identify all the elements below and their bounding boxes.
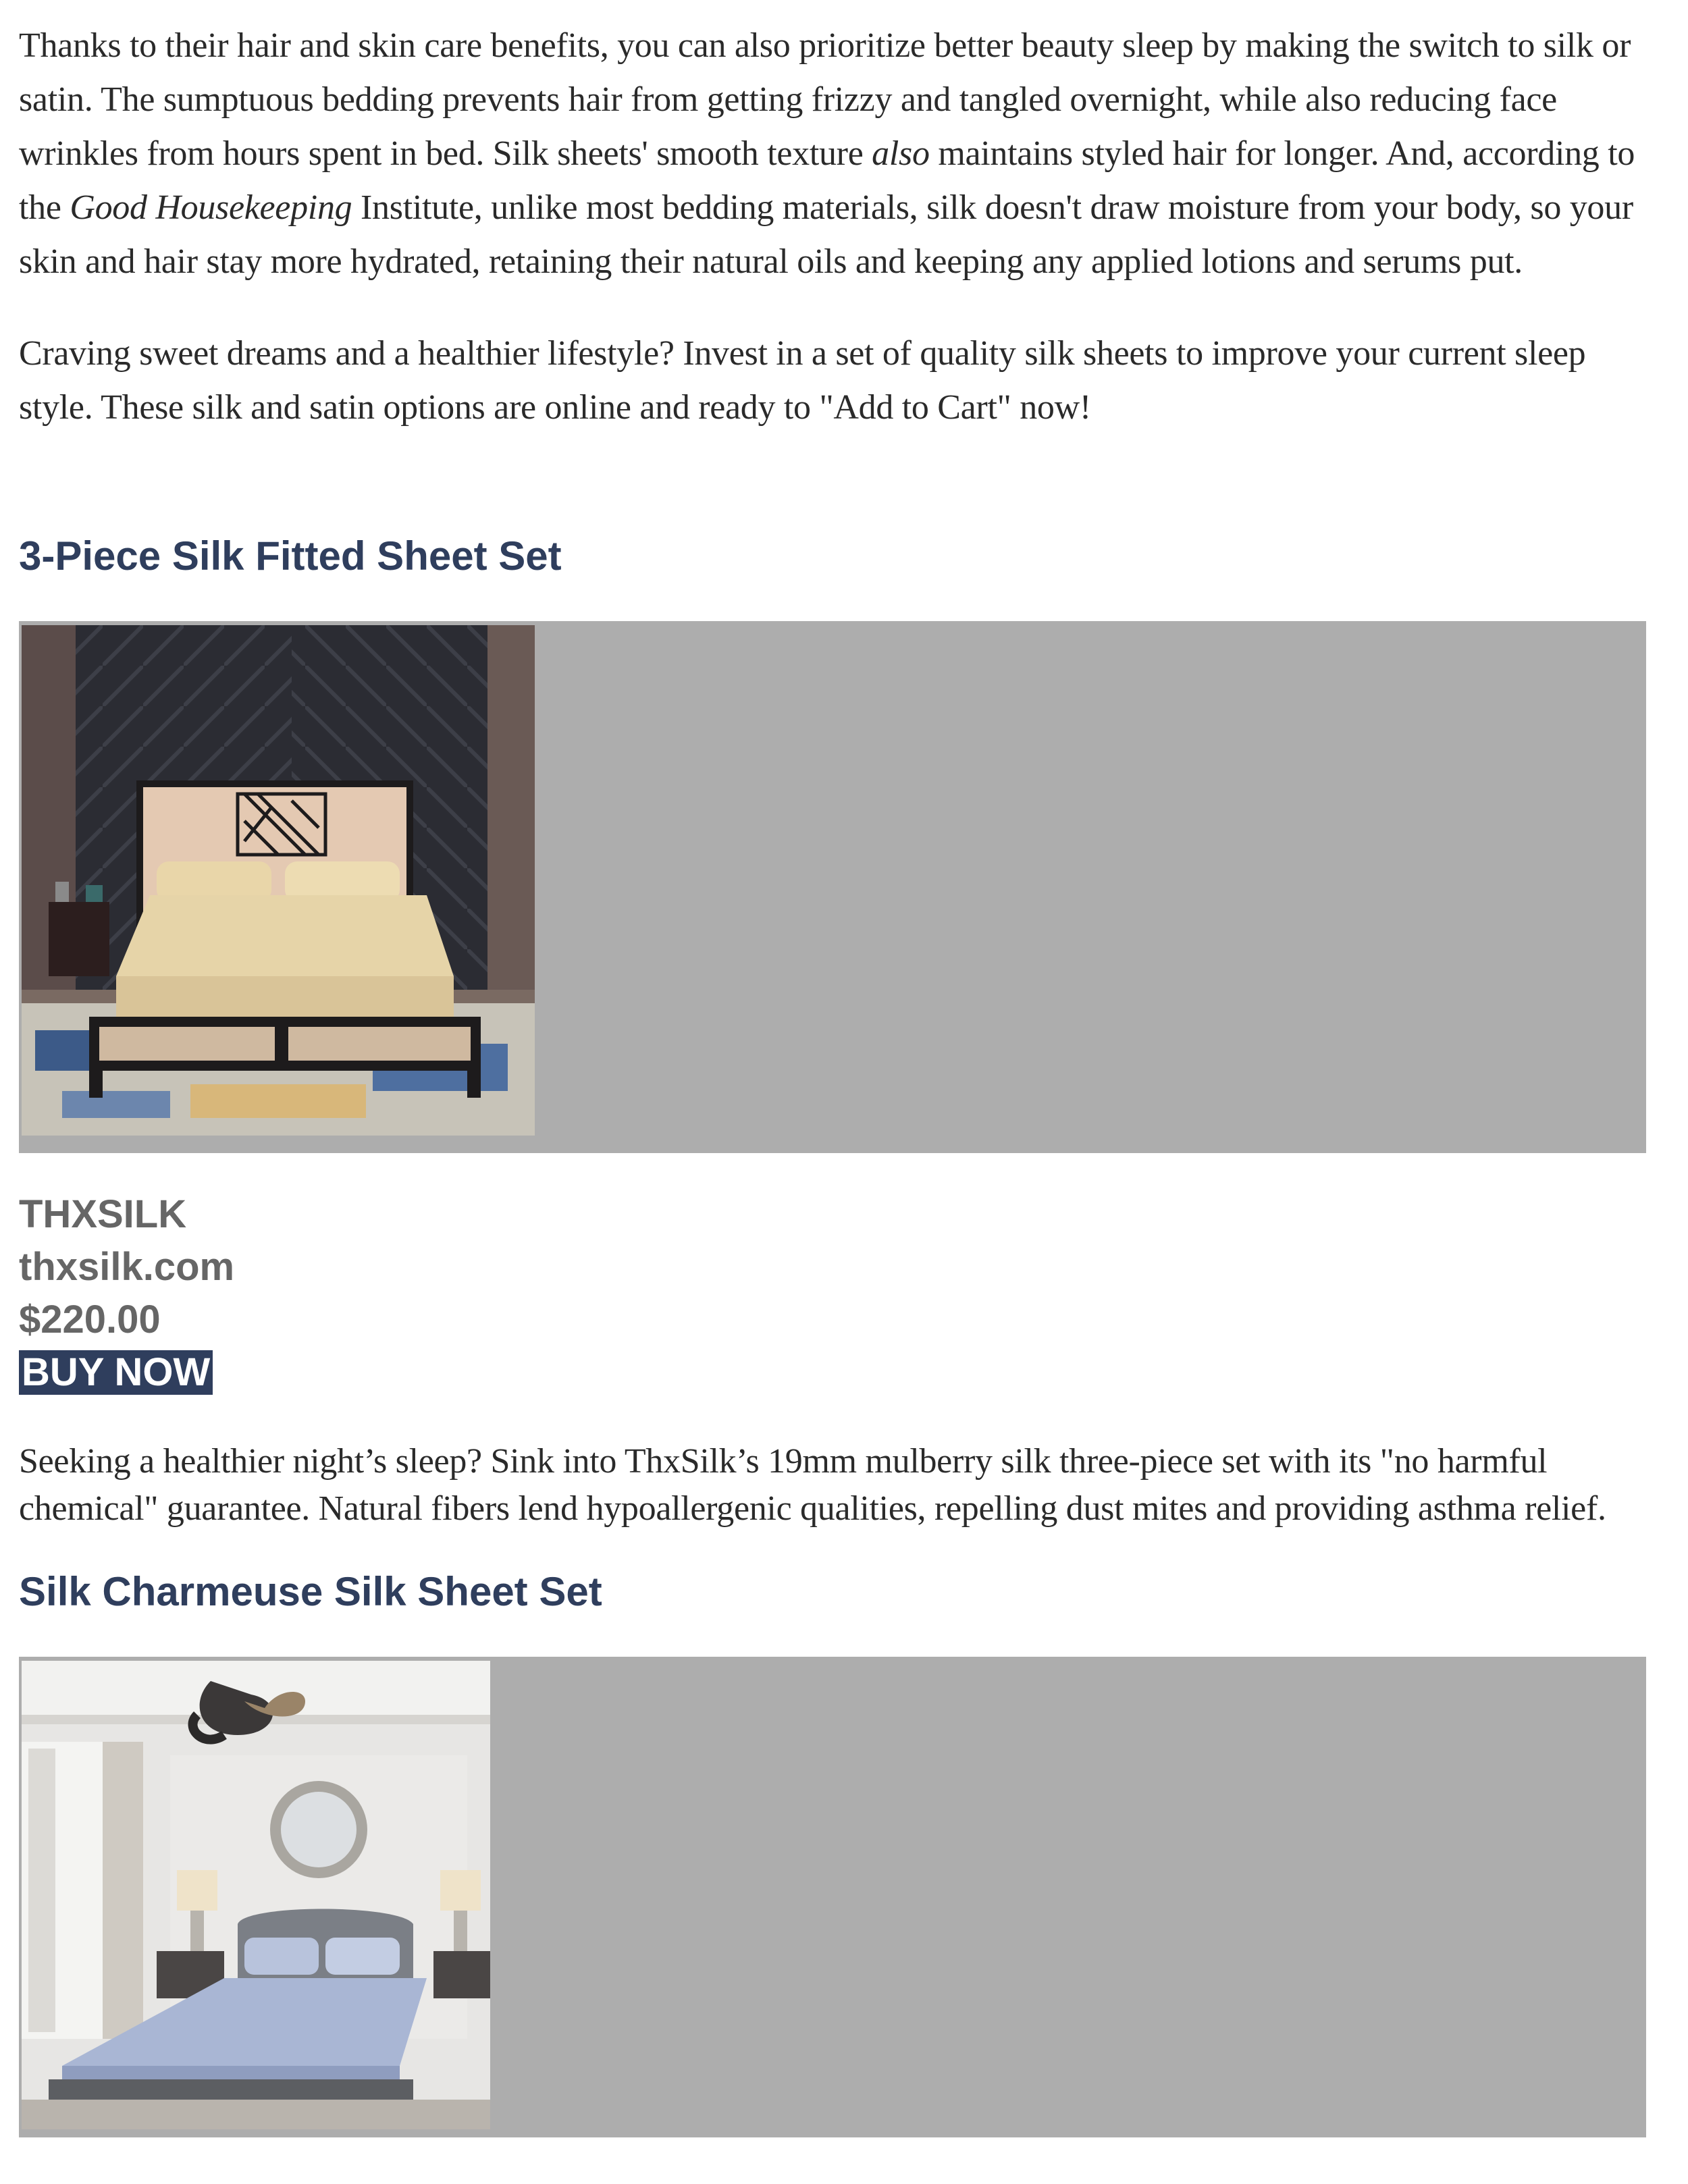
product-brand: THXSILK xyxy=(19,1192,187,1236)
intro-text-b: maintains styled hair for longer. And, according to the xyxy=(19,134,1635,227)
intro-source-name: Good Housekeeping xyxy=(70,188,352,227)
product-image-frame[interactable] xyxy=(19,621,1646,1153)
article-body xyxy=(19,19,1666,2137)
product-photo-bed-champagne[interactable] xyxy=(22,625,535,1136)
product-photo-bed-blue[interactable] xyxy=(22,1661,490,2129)
intro-paragraph-2: Craving sweet dreams and a healthier lifestyle? Invest in a set of quality silk sheets to improve your current sleep style. These silk and satin options are online and ready to "Add to Cart" now! xyxy=(19,334,1586,427)
buy-now-button[interactable]: BUY NOW xyxy=(19,1350,213,1395)
intro-text-a: Thanks to their hair and skin care benefits, you can also prioritize better beauty sleep by making the switch to silk or satin. The sumptuous bedding prevents hair from getting frizzy and tangled overnight, while also reducing face wrinkles from hours spent in bed. Silk sheets' smooth texture xyxy=(19,26,1631,173)
product-price: $220.00 xyxy=(19,1298,161,1341)
intro-emphasis-also: also xyxy=(872,134,930,173)
product-description: Seeking a healthier night’s sleep? Sink into ThxSilk’s 19mm mulberry silk three-piece set with its "no harmful chemical" guarantee. Natural fibers lend hypoallergenic qualities, repelling dust mites and providing asthma relief. xyxy=(19,1442,1606,1528)
intro-paragraph-1 xyxy=(19,19,1666,289)
product-site[interactable]: thxsilk.com xyxy=(19,1245,235,1289)
product-title[interactable]: 3-Piece Silk Fitted Sheet Set xyxy=(19,533,562,579)
product-image-frame[interactable] xyxy=(19,1657,1646,2137)
product-meta xyxy=(19,1188,1666,1395)
product-title[interactable]: Silk Charmeuse Silk Sheet Set xyxy=(19,1569,602,1614)
intro-text-c: Institute, unlike most bedding materials, silk doesn't draw moisture from your body, so your skin and hair stay more hydrated, retaining their natural oils and keeping any applied lotions and serums put. xyxy=(19,188,1633,281)
